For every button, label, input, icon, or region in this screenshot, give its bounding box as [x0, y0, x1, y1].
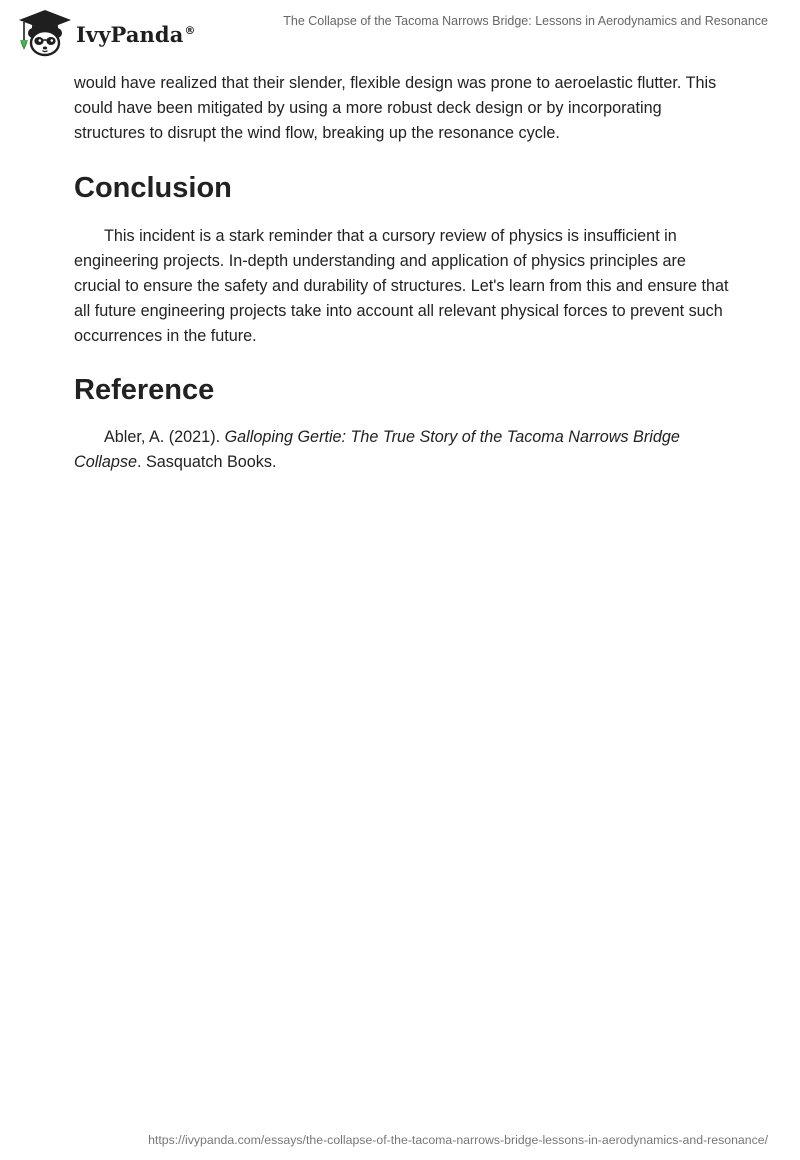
reference-publisher: . Sasquatch Books. [137, 453, 277, 471]
registered-mark: ® [184, 23, 196, 37]
conclusion-heading: Conclusion [74, 172, 232, 204]
panda-graduate-icon [16, 8, 74, 58]
reference-heading: Reference [74, 374, 215, 406]
ivypanda-logo[interactable] [16, 8, 196, 58]
source-url-link[interactable]: https://ivypanda.com/essays/the-collapse-of-the-tacoma-narrows-bridge-lessons-in-aerodynamics-and-resonance/ [148, 1133, 768, 1147]
essay-body [74, 71, 734, 475]
continuation-paragraph: would have realized that their slender, flexible design was prone to aeroelastic flutter. This could have been mitigated by using a more robust deck design or by incorporating structures to disrupt the wind flow, breaking up the resonance cycle. [74, 74, 717, 142]
reference-entry [74, 425, 734, 475]
running-title: The Collapse of the Tacoma Narrows Bridge: Lessons in Aerodynamics and Resonance [283, 14, 768, 28]
conclusion-paragraph: This incident is a stark reminder that a cursory review of physics is insufficient in engineering projects. In-depth understanding and application of physics principles are crucial to ensure the safety and durability of structures. Let's learn from this and ensure that all future engineering projects take into account all relevant physical forces to prevent such occurrences in the future. [74, 227, 729, 345]
reference-authors-year: Abler, A. (2021). [104, 428, 225, 446]
logo-wordmark: IvyPanda® [76, 21, 196, 47]
page-header [0, 0, 800, 64]
reference-title: Galloping Gertie: The True Story of the Tacoma Narrows Bridge Collapse [74, 428, 680, 471]
